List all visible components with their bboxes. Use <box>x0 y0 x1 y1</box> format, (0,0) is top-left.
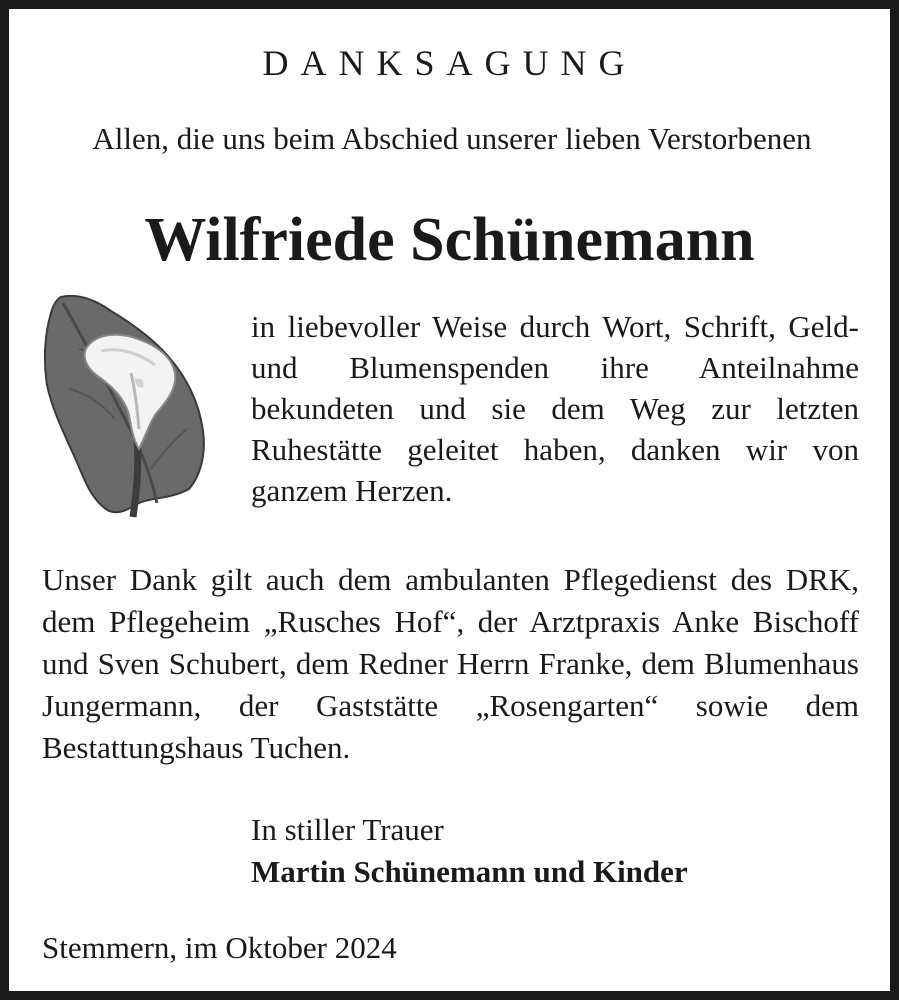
acknowledgement-paragraph: Unser Dank gilt auch dem ambulanten Pflegedienst des DRK, dem Pflegeheim „Rusches Hof“, der Arztpraxis Anke Bischoff und Sven Schubert, dem Redner Herrn Franke, dem Blumenhaus Jungermann, der Gaststätte „Rosengarten“ sowie dem Bestattungshaus Tuchen. <box>42 562 859 765</box>
closing-line: In stiller Trauer <box>251 812 444 847</box>
calla-lily-icon <box>39 289 207 519</box>
signature-block <box>251 809 851 893</box>
deceased-name: Wilfriede Schünemann <box>144 206 755 274</box>
thanks-paragraph: in liebevoller Weise durch Wort, Schrift, Geld- und Blumenspenden ihre Anteilnahme bekundeten und sie dem Weg zur letzten Ruhestätte geleitet haben, danken wir von ganzem Herzen. <box>251 309 859 508</box>
signer-name: Martin Schünemann und Kinder <box>251 854 688 889</box>
intro-line: Allen, die uns beim Abschied unserer lieben Verstorbenen <box>92 121 812 156</box>
notice-heading: DANKSAGUNG <box>262 43 637 83</box>
place-date: Stemmern, im Oktober 2024 <box>42 930 397 965</box>
